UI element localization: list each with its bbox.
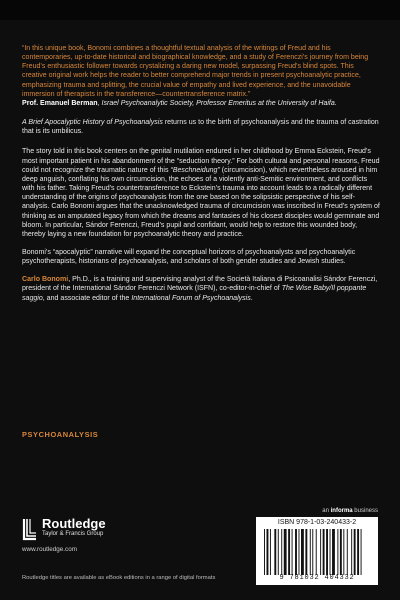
informa-word: informa: [330, 508, 353, 514]
story-text-2: (circumcision), which nevertheless aroused in him deep anguish, conflating his own circumcision, the echoes of a violently anti-Semitic environment, and conflicts with his father. Taking Freud’s countertransference to Eckstein’s trauma into account leads to a radically different understanding of the origins of psychoanalysis from the one based on the solipsistic perspective of his self-analysis. Carlo Bonomi argues that the unacknowledged trauma of circumcision was inscribed in Freud’s system of thinking as an amputated legacy from which the dreams and fantasies of his closest disciples would germinate and bloom. In particular, Sándor Ferenczi, Freud’s pupil and confidant, would help to restore this wounded body, thereby laying a new foundation for psychoanalytic theory and practice.: [22, 166, 380, 238]
informa-note: [322, 508, 378, 514]
endorser-affiliation: , Israel Psychoanalytic Society, Professor Emeritus at the University of Haifa.: [97, 99, 337, 107]
endorser-name: Prof. Emanuel Berman: [22, 99, 98, 107]
barcode-digits: 9 781032 404332: [279, 574, 355, 582]
bio-text-3: .: [250, 294, 253, 302]
bio-text-1: , Ph.D., is a training and supervising analyst of the Società Italiana di Psicoanalisi Sándor Ferenczi, president of the International Sándor Ferenczi Network (ISFN), co-editor-in-chief of: [22, 276, 378, 293]
barcode-panel: [256, 517, 378, 585]
endorsement-attribution: [22, 99, 380, 108]
author-bio: [22, 275, 380, 302]
book-title: A Brief Apocalyptic History of Psychoanalysis: [22, 119, 163, 127]
lead-paragraph: [22, 118, 380, 136]
audience-paragraph: Bonomi’s “apocalyptic” narrative will expand the conceptual horizons of psychoanalysts and psychoanalytic psychotherapists, historians of psychoanalysis, and scholars of both gender studies and Jewish studies.: [22, 248, 356, 266]
top-band: [0, 0, 400, 20]
lead-text: returns us to the birth of psychoanalysis and the trauma of castration that is its umbilicus.: [22, 119, 379, 136]
isbn-label: ISBN 978-1-03-240433-2: [277, 519, 357, 526]
routledge-logo-icon: [22, 517, 38, 541]
publisher-brand: [22, 517, 142, 557]
cover-text: [22, 44, 380, 312]
journal-1: The Wise Baby/Il poppante saggio: [22, 285, 367, 302]
informa-suffix: business: [352, 508, 378, 514]
category-label: PSYCHOANALYSIS: [22, 430, 99, 439]
publisher-group: Taylor & Francis Group: [42, 531, 104, 537]
story-paragraph: [22, 147, 380, 239]
publisher-url: www.routledge.com: [22, 546, 77, 553]
bio-text-2: , and associate editor of the: [42, 294, 132, 302]
barcode-icon: [262, 529, 372, 575]
informa-prefix: an: [322, 508, 331, 514]
story-term: “Beschneidung”: [170, 166, 220, 174]
ebook-note: Routledge titles are available as eBook editions in a range of digital formats: [22, 575, 216, 581]
publisher-name: Routledge: [42, 516, 106, 531]
endorsement-quote: “In this unique book, Bonomi combines a thoughtful textual analysis of the writings of Freud and his contemporaries, up-to-date historical and biographical knowledge, and a study of Ferenczi’s journey from being Freud’s enthusiastic follower towards crystalizing a daring new model, surpassing Freud’s blind spots. This creative original work helps the reader to better comprehend major trends in present psychoanalytic practice, emphasizing trauma and splitting, the crucial value of empathy and lived experience, and the unavoidable immersion of therapists in the transference—countertransference matrix.”: [22, 45, 369, 98]
journal-2: International Forum of Psychoanalysis: [131, 294, 251, 302]
author-name: Carlo Bonomi: [22, 276, 69, 284]
story-text-1: The story told in this book centers on the genital mutilation endured in her childhood by Emma Eckstein, Freud’s most important patient in his abandonment of the “seduction theory.” For both cultural and personal reasons, Freud could not recognize the traumatic nature of this: [22, 148, 380, 174]
